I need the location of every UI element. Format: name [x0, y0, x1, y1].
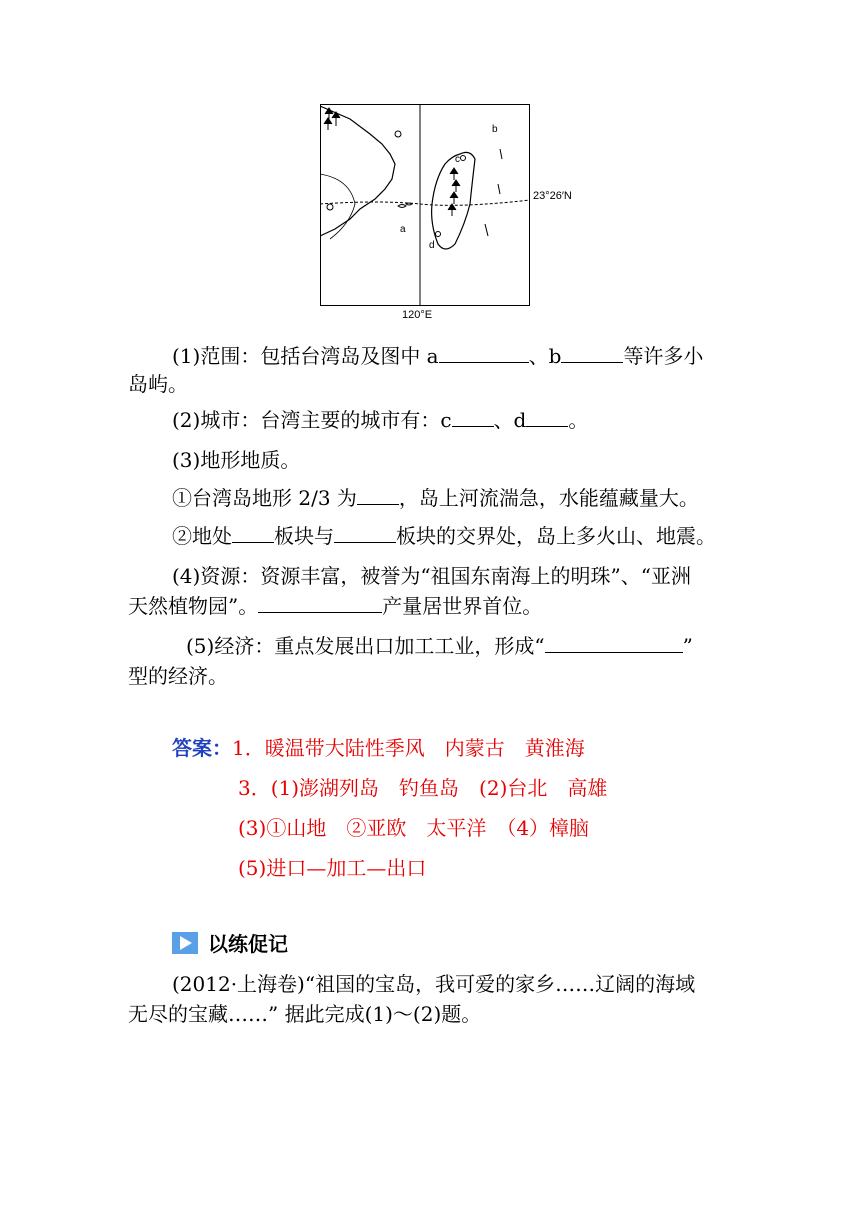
q2-line: [172, 406, 588, 434]
mainland-coast: [320, 106, 395, 236]
q4-text-b: 产量居世界首位。: [382, 594, 543, 618]
q5-text-a: (5)经济：重点发展出口加工工业，形成“: [186, 634, 545, 658]
answers-line4: (5)进口—加工—出口: [238, 856, 427, 880]
answers-text-1: 1．暖温带大陆性季风 内蒙古 黄淮海: [232, 736, 585, 760]
q3-sub2-text-c: 板块的交界处，岛上多火山、地震。: [396, 524, 716, 548]
q1-text-a: (1)范围：包括台湾岛及图中 a: [172, 344, 439, 368]
play-icon: [172, 932, 198, 954]
label-d: d: [429, 240, 435, 251]
blank-plate-1[interactable]: [232, 524, 274, 543]
latitude-label: 23°26′N: [533, 190, 572, 202]
q5-line1: [186, 632, 693, 660]
q4-line2: [128, 592, 542, 620]
q3-sub1: [172, 484, 699, 512]
blank-terrain[interactable]: [357, 486, 399, 505]
answers-line1: [172, 734, 585, 762]
q2-text-a: (2)城市：台湾主要的城市有：c: [172, 408, 452, 432]
river: [320, 174, 355, 239]
q3-sub2-text-a: ②地处: [172, 524, 232, 548]
q3-sub1-text-b: ，岛上河流湍急，水能蕴藏量大。: [398, 486, 699, 510]
q3-sub2: [172, 522, 716, 550]
tropic-of-cancer: [320, 200, 530, 205]
city-mainland-2: [327, 204, 333, 210]
blank-resource[interactable]: [258, 594, 382, 613]
longitude-label: 120°E: [402, 309, 433, 321]
taiwan-map: [320, 104, 530, 306]
practice-line1: (2012·上海卷)“祖国的宝岛，我可爱的家乡……辽阔的海域: [172, 972, 696, 996]
practice-line2: 无尽的宝藏……” 据此完成(1)～(2)题。: [128, 1002, 482, 1026]
map-frame: [321, 105, 530, 306]
blank-d[interactable]: [526, 408, 568, 427]
blank-plate-2[interactable]: [334, 524, 396, 543]
city-c-marker: [461, 156, 466, 161]
q5-line2: 型的经济。: [128, 664, 228, 688]
q3-title: (3)地形地质。: [172, 448, 301, 472]
label-c: c: [455, 154, 460, 165]
q3-sub2-text-b: 板块与: [274, 524, 334, 548]
q1-text-c: 等许多小: [623, 344, 704, 368]
q1-line1: [172, 342, 703, 370]
small-islands-east: [485, 149, 502, 236]
city-d-marker: [436, 232, 441, 237]
q1-text-b: 、b: [528, 344, 562, 368]
label-a: a: [400, 224, 406, 235]
city-mainland-1: [395, 131, 401, 137]
map-drawing: [320, 104, 530, 306]
label-b: b: [492, 124, 498, 135]
q5-text-b: ”: [682, 634, 693, 658]
q3-sub1-text-a: ①台湾岛地形 2/3 为: [172, 486, 357, 510]
penghu-islands: [398, 203, 412, 208]
answers-line3: (3)①山地 ②亚欧 太平洋 （4）樟脑: [238, 816, 590, 840]
taiwan-island: [432, 152, 475, 249]
q1-line2: 岛屿。: [128, 372, 188, 396]
blank-b[interactable]: [561, 344, 623, 363]
blank-a[interactable]: [439, 344, 529, 363]
practice-heading: [172, 928, 288, 957]
blank-c[interactable]: [452, 408, 494, 427]
answers-label: 答案：: [172, 736, 232, 760]
q2-text-b: 、d: [493, 408, 527, 432]
taiwan-mountains: [448, 168, 460, 216]
q4-line1: (4)资源：资源丰富，被誉为“祖国东南海上的明珠”、“亚洲: [172, 564, 692, 588]
answers-line2: 3．(1)澎湖列岛 钓鱼岛 (2)台北 高雄: [238, 776, 608, 800]
q4-text-a: 天然植物园”。: [128, 594, 259, 618]
practice-heading-text: 以练促记: [208, 932, 288, 956]
q2-text-c: 。: [568, 408, 589, 432]
blank-economy[interactable]: [545, 634, 683, 653]
